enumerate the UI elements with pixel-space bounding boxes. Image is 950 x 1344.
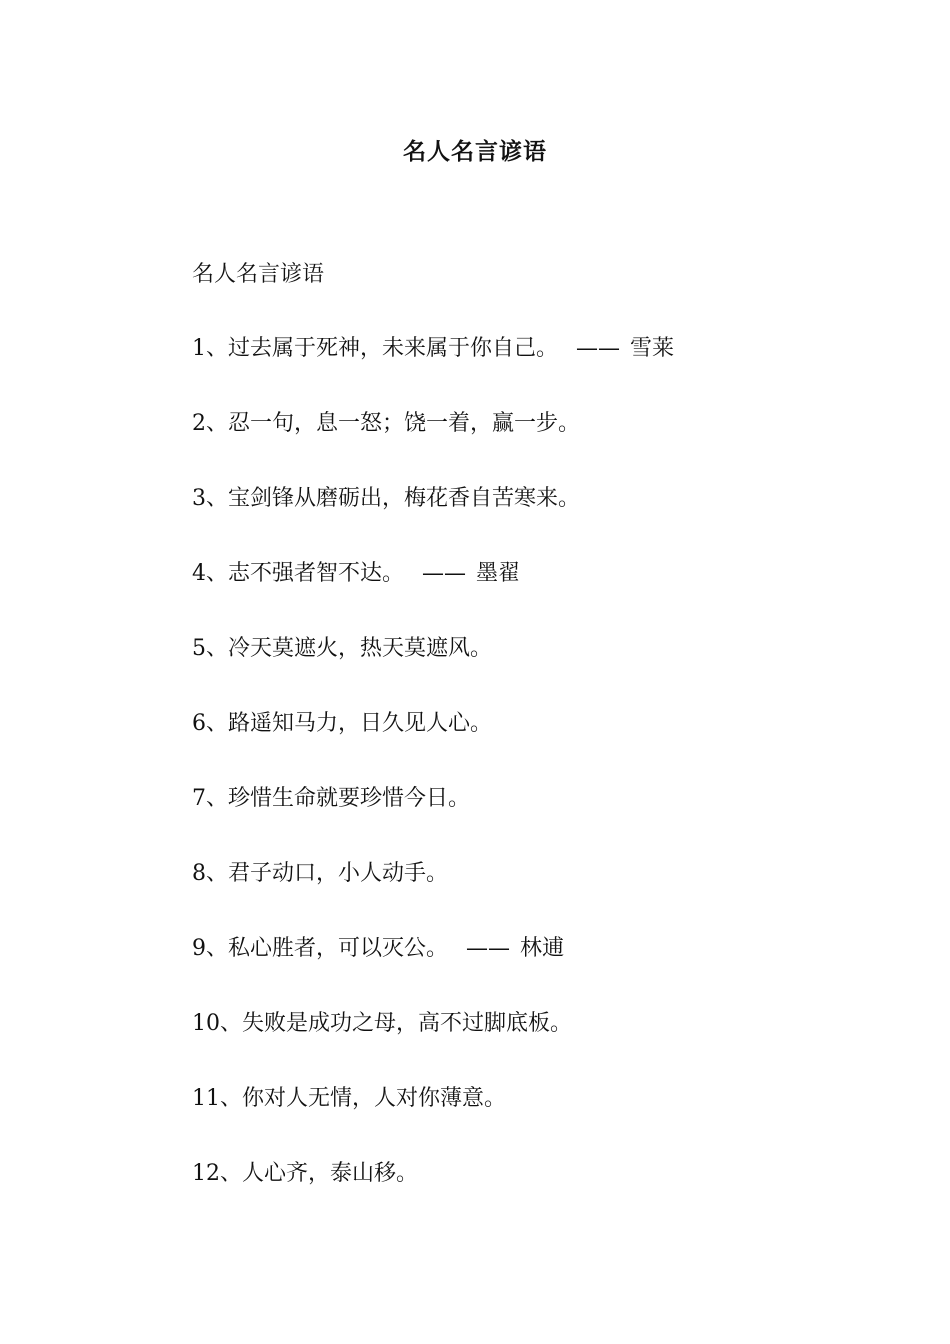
quote-number: 2、 [192,411,228,436]
quote-number: 7、 [192,786,228,811]
quote-author: 林逋 [520,936,565,961]
quote-item [192,405,892,443]
page-title: 名人名言谚语 [403,138,547,165]
quote-item [192,630,892,668]
quote-item [192,705,892,743]
quote-text: 路遥知马力，日久见人心。 [228,711,493,736]
quote-text: 人心齐，泰山移。 [242,1161,419,1186]
quote-number: 1、 [192,336,228,361]
quote-number: 3、 [192,486,228,511]
author-dash: —— [422,561,467,586]
author-dash: —— [466,936,511,961]
quote-text: 你对人无情，人对你薄意。 [242,1086,507,1111]
quote-number: 12、 [192,1161,242,1186]
section-subtitle: 名人名言谚语 [192,262,325,287]
document-body [192,256,892,1193]
quote-item [192,1080,892,1118]
quote-text: 过去属于死神，未来属于你自己。 [228,336,559,361]
quote-item [192,330,892,368]
quote-number: 8、 [192,861,228,886]
quote-author: 墨翟 [476,561,521,586]
quote-text: 私心胜者，可以灭公。 [228,936,449,961]
quote-number: 11、 [192,1086,242,1111]
quote-text: 志不强者智不达。 [228,561,405,586]
quote-text: 珍惜生命就要珍惜今日。 [228,786,471,811]
quote-item [192,1005,892,1043]
author-dash: —— [576,336,621,361]
quote-number: 5、 [192,636,228,661]
quote-item [192,780,892,818]
quote-list [192,330,892,1193]
quote-item [192,1155,892,1193]
quote-author: 雪莱 [630,336,675,361]
quote-number: 9、 [192,936,228,961]
quote-item [192,930,892,968]
quote-item [192,855,892,893]
quote-item [192,555,892,593]
quote-number: 6、 [192,711,228,736]
quote-item [192,480,892,518]
quote-text: 冷天莫遮火，热天莫遮风。 [228,636,493,661]
quote-text: 失败是成功之母，高不过脚底板。 [242,1011,573,1036]
quote-text: 宝剑锋从磨砺出，梅花香自苦寒来。 [228,486,581,511]
quote-number: 4、 [192,561,228,586]
quote-text: 忍一句，息一怒；饶一着，赢一步。 [228,411,581,436]
quote-text: 君子动口，小人动手。 [228,861,449,886]
quote-number: 10、 [192,1011,242,1036]
